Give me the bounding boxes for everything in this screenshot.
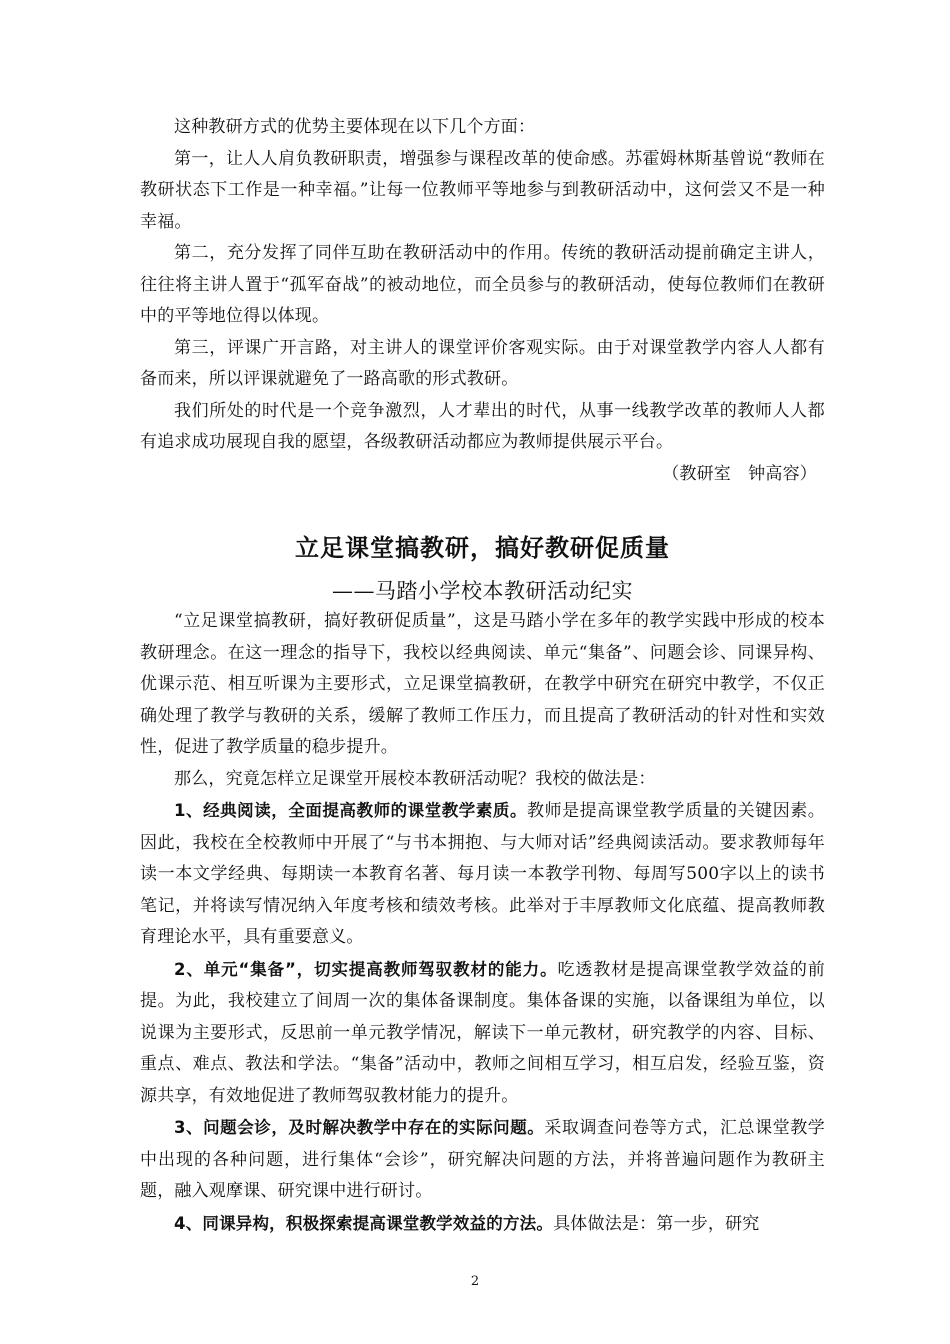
body-paragraph: 第三，评课广开言路，对主讲人的课堂评价客观实际。由于对课堂教学内容人人都有备而来，所以评课就避免了一路高歌的形式教研。 <box>140 337 825 389</box>
item-body: 吃透教材是提高课堂教学效益的前提。为此，我校建立了间周一次的集体备课制度。集体备课的实施，以备课组为单位，以说课为主要形式，反思前一单元教学情况，解读下一单元教材，研究教学的内容、目标、重点、难点、教法和学法。“集备”活动中，教师之间相互学习，相互启发，经验互鉴，资源共享，有效地促进了教师驾驭教材能力的提升。 <box>140 959 825 1106</box>
item-heading: 1、经典阅读，全面提高教师的课堂教学素质。 <box>174 801 528 820</box>
body-paragraph: 第一，让人人肩负教研职责，增强参与课程改革的使命感。苏霍姆林斯基曾说“教师在教研状态下工作是一种幸福。”让每一位教师平等地参与到教研活动中，这何尝又不是一种幸福。 <box>140 148 825 232</box>
item-heading: 4、同课异构，积极探索提高课堂教学效益的方法。 <box>174 1213 554 1233</box>
intro-paragraph: 那么，究竟怎样立足课堂开展校本教研活动呢？我校的做法是： <box>174 768 656 789</box>
list-item <box>140 795 825 954</box>
item-heading: 3、问题会诊，及时解决教学中存在的实际问题。 <box>174 1118 545 1137</box>
body-paragraph: 这种教研方式的优势主要体现在以下几个方面： <box>174 117 536 137</box>
author-signature: （教研室 钟高容） <box>662 463 817 484</box>
intro-paragraph: “立足课堂搞教研，搞好教研促质量”，这是马踏小学在多年的教学实践中形成的校本教研理念。在这一理念的指导下，我校以经典阅读、单元“集备”、问题会诊、同课异构、优课示范、相互听课为主要形式，立足课堂搞教研，在教学中研究在研究中教学，不仅正确处理了教学与教研的关系，缓解了教师工作压力，而且提高了教研活动的针对性和实效性，促进了教学质量的稳步提升。 <box>140 611 825 757</box>
item-body: 具体做法是：第一步，研究 <box>553 1213 760 1234</box>
body-paragraph: 我们所处的时代是一个竞争激烈，人才辈出的时代，从事一线教学改革的教师人人都有追求成功展现自我的愿望，各级教研活动都应为教师提供展示平台。 <box>140 400 825 452</box>
page-number: 2 <box>470 1274 480 1289</box>
article-subtitle: ——马踏小学校本教研活动纪实 <box>332 579 633 603</box>
item-heading: 2、单元“集备”，切实提高教师驾驭教材的能力。 <box>174 959 558 979</box>
body-paragraph: 第二，充分发挥了同伴互助在教研活动中的作用。传统的教研活动提前确定主讲人，往往将主讲人置于“孤军奋战”的被动地位，而全员参与的教研活动，使每位教师们在教研中的平等地位得以体现。 <box>140 243 825 326</box>
article-title: 立足课堂搞教研，搞好教研促质量 <box>295 534 670 562</box>
list-item <box>140 1208 825 1241</box>
page-content <box>140 112 825 1240</box>
item-body: 采取调查问卷等方式，汇总课堂教学中出现的各种问题，进行集体“会诊”，研究解决问题的方法，并将普遍问题作为教研主题，融入观摩课、研究课中进行研讨。 <box>140 1118 825 1201</box>
list-item <box>140 1112 825 1208</box>
item-body: 教师是提高课堂教学质量的关键因素。因此，我校在全校教师中开展了“与书本拥抱、与大师对话”经典阅读活动。要求教师每年读一本文学经典、每期读一本教育名著、每月读一本教学刊物、每周写500字以上的读书笔记，并将读写情况纳入年度考核和绩效考核。此举对于丰厚教师文化底蕴、提高教师教育理论水平，具有重要意义。 <box>140 801 825 947</box>
list-item <box>140 954 825 1113</box>
